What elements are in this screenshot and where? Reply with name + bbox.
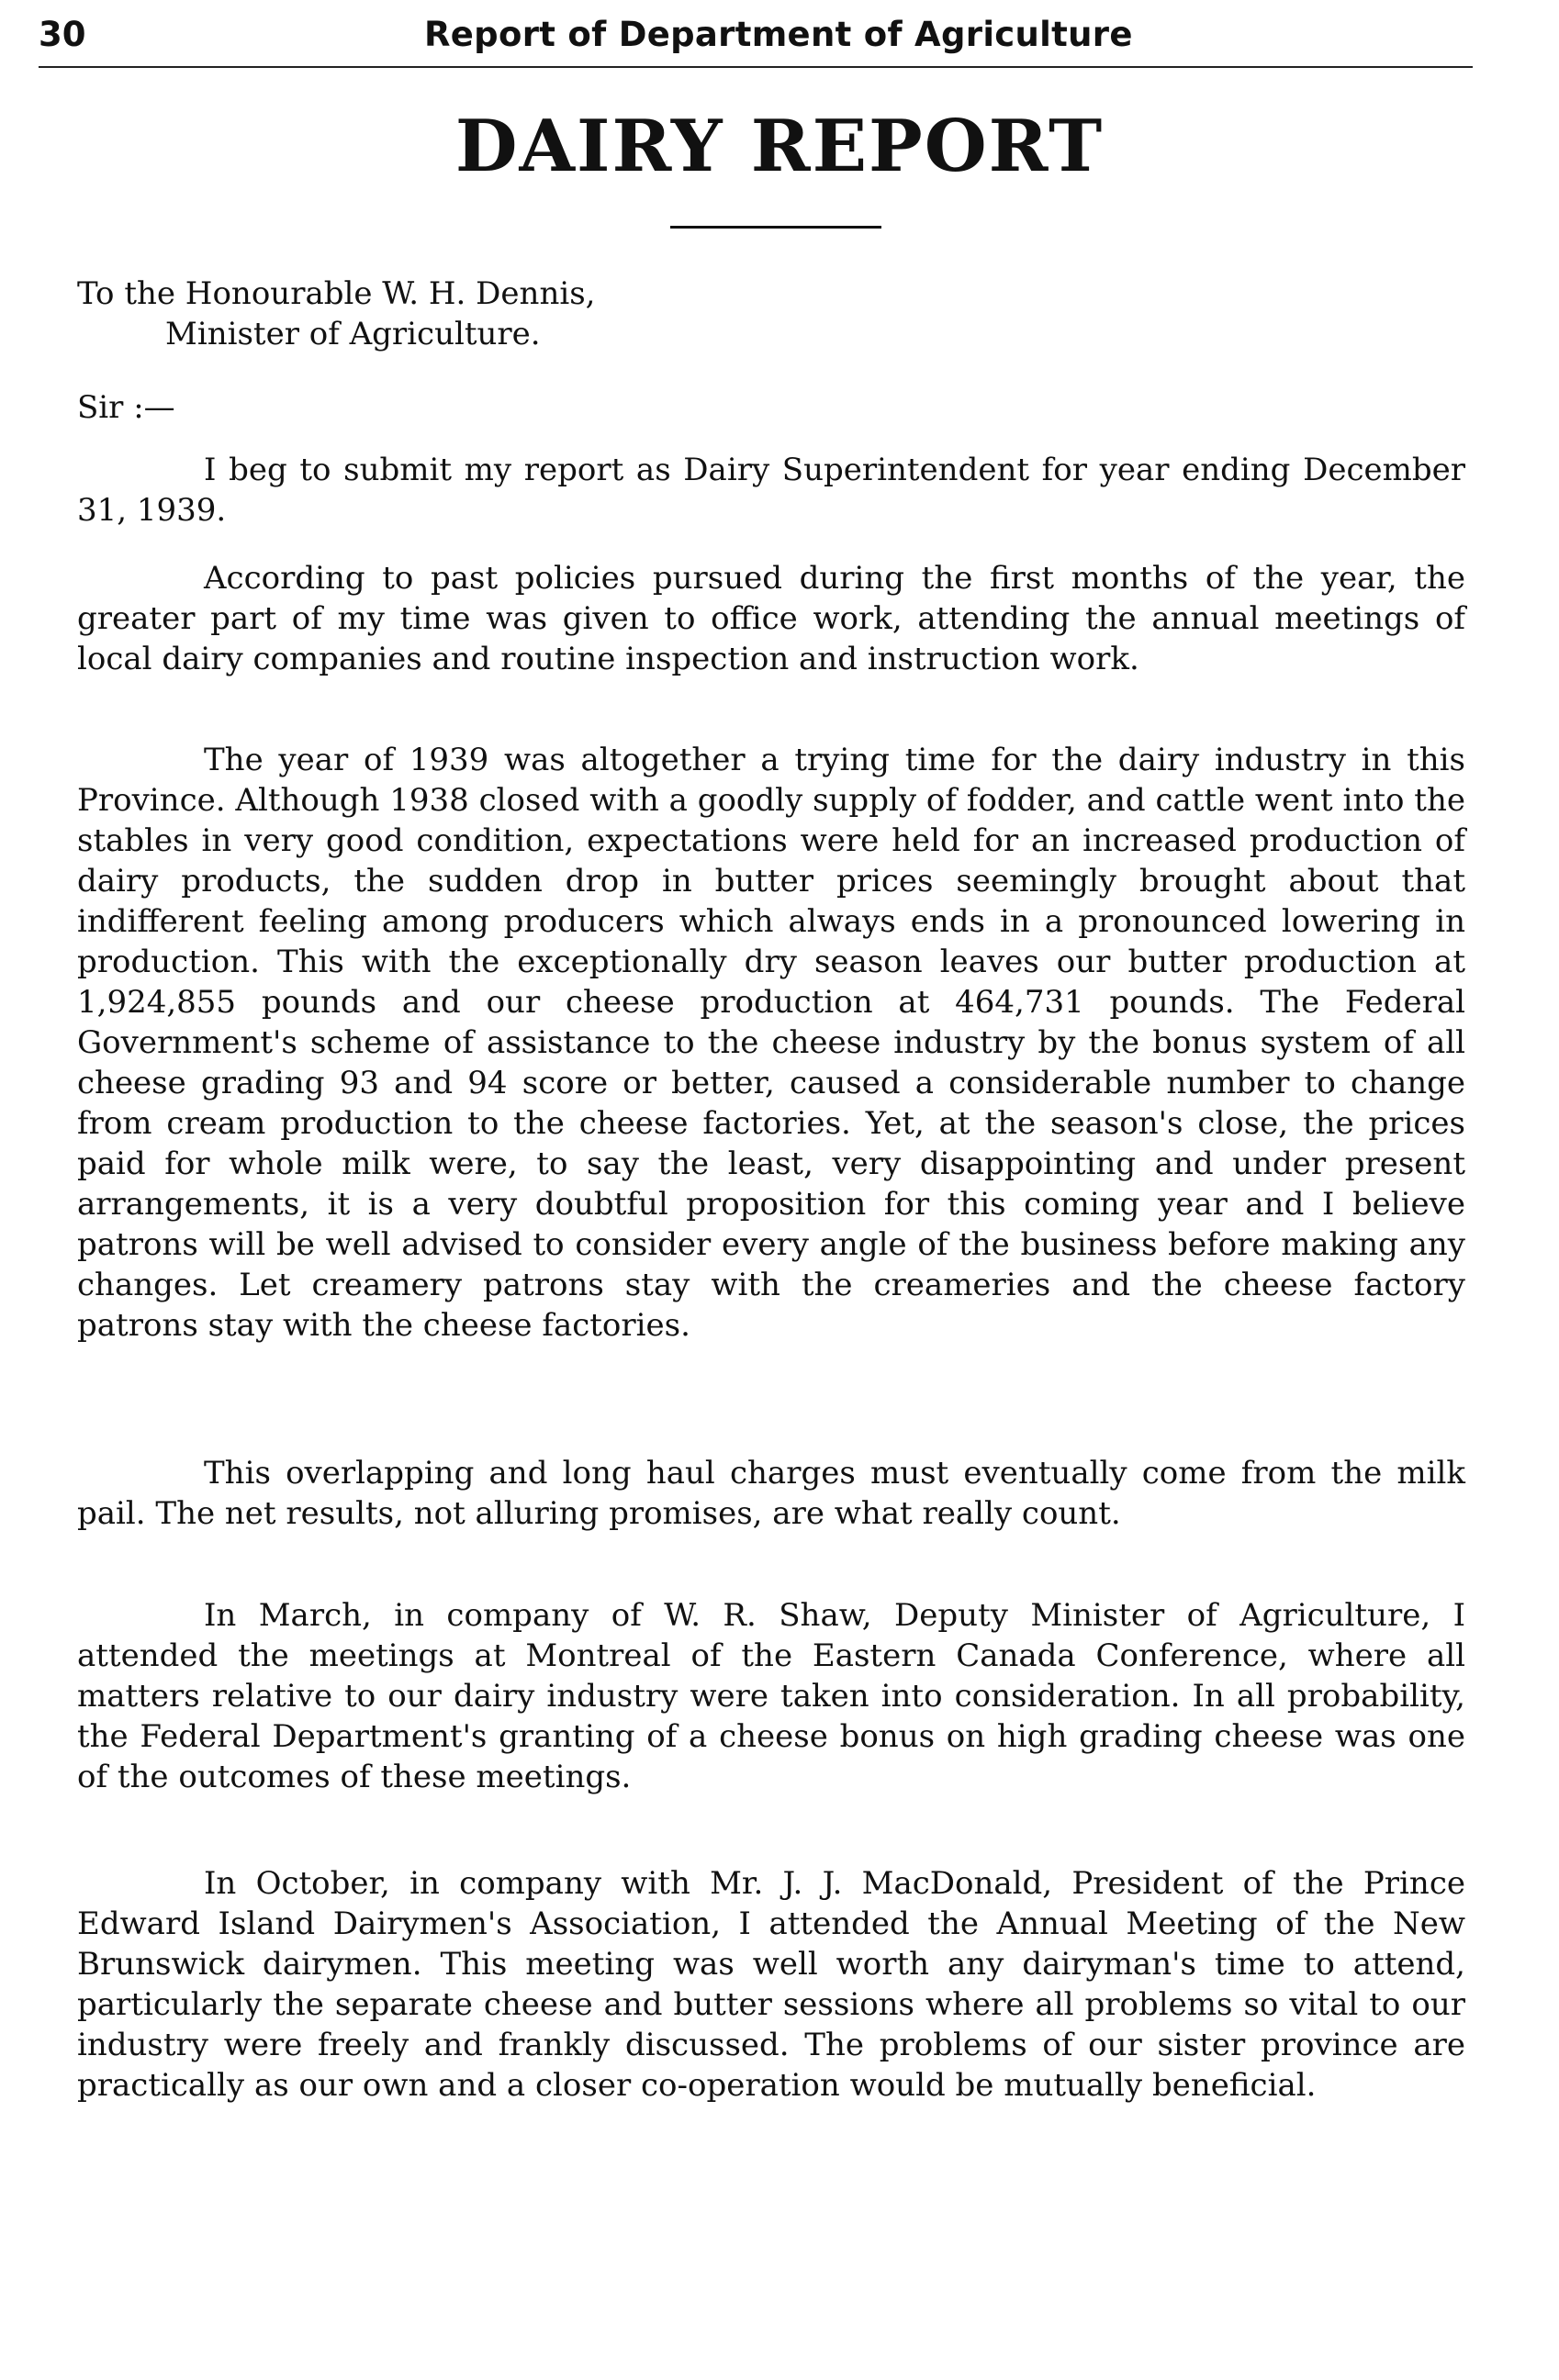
address-line-2: Minister of Agriculture. xyxy=(165,316,541,352)
paragraph-2: According to past policies pursued during the first months of the year, the greater part of my time was given to office work, attending the annual meetings of local dairy companies and routine inspection and instruction work. xyxy=(77,560,1465,677)
paragraph-4: This overlapping and long haul charges must eventually come from the milk pail. The net results, not alluring promises, are what really count. xyxy=(77,1455,1465,1532)
paragraph-5: In March, in company of W. R. Shaw, Deputy Minister of Agriculture, I attended the meetings at Montreal of the Eastern Canada Conference, where all matters relative to our dairy industry were taken into consideration. In all probability, the Federal Department's granting of a cheese bonus on high grading cheese was one of the outcomes of these meetings. xyxy=(77,1597,1465,1795)
paragraph-6: In October, in company with Mr. J. J. MacDonald, President of the Prince Edward Island Dairymen's Association, I attended the Annual Meeting of the New Brunswick dairymen. This meeting was well worth any dairyman's time to attend, particularly the separate cheese and butter sessions where all problems so vital to our industry were freely and frankly discussed. The problems of our sister province are practically as our own and a closer co-operation would be mutually beneficial. xyxy=(77,1865,1465,2104)
address-line-1: To the Honourable W. H. Dennis, xyxy=(77,275,596,312)
title-rule xyxy=(670,226,881,229)
paragraph-1: I beg to submit my report as Dairy Superintendent for year ending December 31, 1939. xyxy=(77,452,1465,529)
header-rule xyxy=(39,66,1473,68)
page-number: 30 xyxy=(39,15,86,54)
running-title: Report of Department of Agriculture xyxy=(424,15,1133,54)
salutation: Sir :— xyxy=(77,389,175,426)
paragraph-3: The year of 1939 was altogether a trying time for the dairy industry in this Province. Although 1938 closed with a goodly supply of fodder, and cattle went into the stables in very good condition, expectations were held for an increased production of dairy products, the sudden drop in butter prices seemingly brought about that indifferent feeling among producers which always ends in a pronounced lowering in production. This with the exceptionally dry season leaves our butter production at 1,924,855 pounds and our cheese production at 464,731 pounds. The Federal Government's scheme of assistance to the cheese industry by the bonus system of all cheese grading 93 and 94 score or better, caused a considerable number to change from cream production to the cheese factories. Yet, at the season's close, the prices paid for whole milk were, to say the least, very disappointing and under present arrangements, it is a very doubtful proposition for this coming year and I believe patrons will be well advised to consider every angle of the business before making any changes. Let creamery patrons stay with the creameries and the cheese factory patrons stay with the cheese factories. xyxy=(77,742,1465,1344)
report-title: DAIRY REPORT xyxy=(454,105,1105,188)
running-head xyxy=(39,11,1473,59)
